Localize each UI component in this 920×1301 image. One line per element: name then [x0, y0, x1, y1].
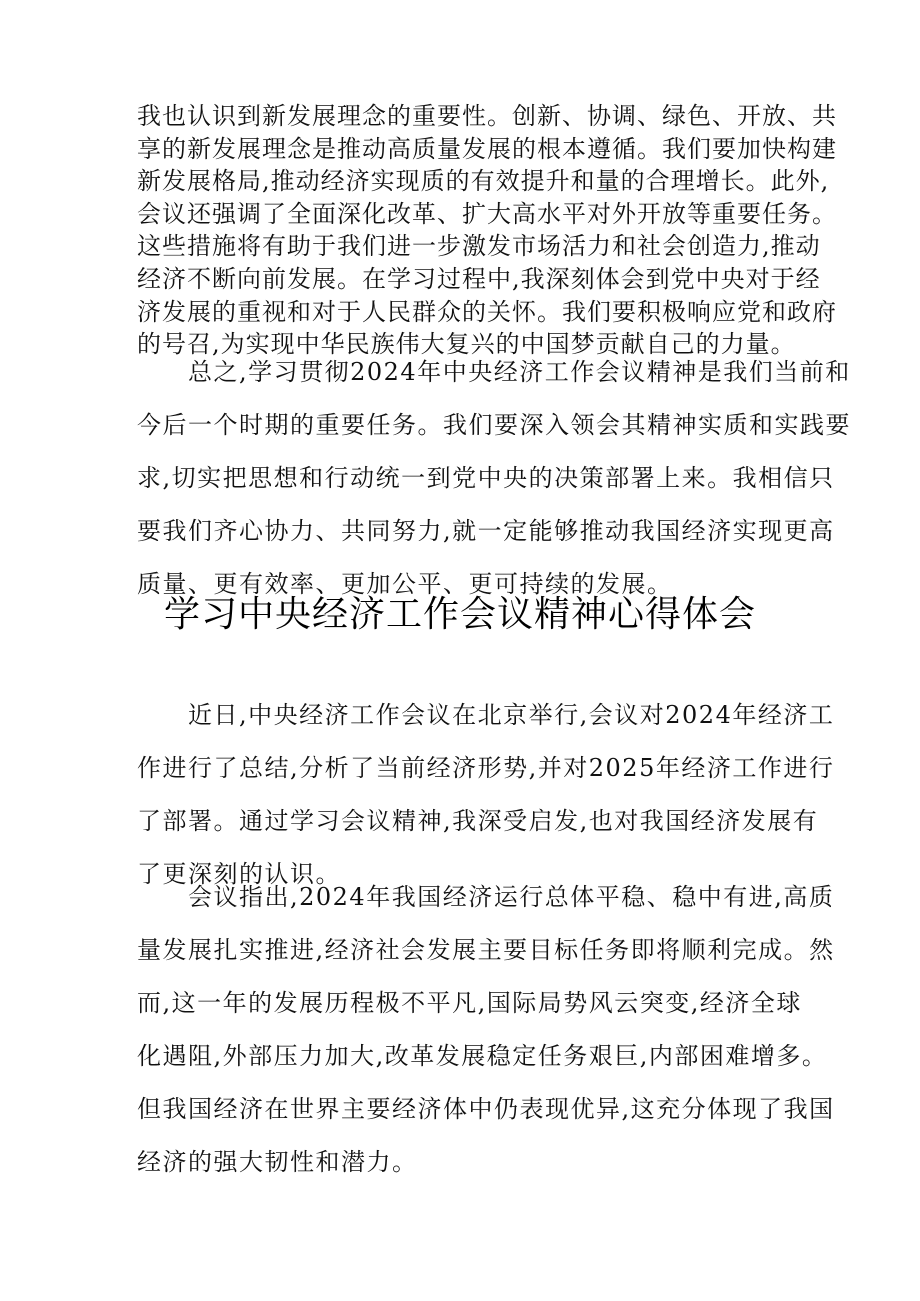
paragraph-line: 要我们齐心协力、共同努力,就一定能够推动我国经济实现更高: [137, 517, 835, 545]
paragraph-line: 经济的强大韧性和潜力。: [137, 1148, 418, 1176]
meeting-paragraph: [137, 871, 835, 1189]
paragraph-line: 质量、更有效率、更加公平、更可持续的发展。: [137, 570, 673, 598]
paragraph-line: 但我国经济在世界主要经济体中仍表现优异,这充分体现了我国: [137, 1095, 835, 1123]
paragraph-line: 经济不断向前发展。在学习过程中,我深刻体会到党中央对于经: [137, 264, 821, 293]
paragraph-line: 享的新发展理念是推动高质量发展的根本遵循。我们要加快构建: [137, 134, 837, 163]
paragraph-line: 作进行了总结,分析了当前经济形势,并对2025年经济工作进行: [137, 754, 835, 782]
section-title: 学习中央经济工作会议精神心得体会: [163, 594, 756, 635]
paragraph-line: 济发展的重视和对于人民群众的关怀。我们要积极响应党和政府: [137, 297, 837, 326]
paragraph-line: 今后一个时期的重要任务。我们要深入领会其精神实质和实践要: [137, 411, 851, 439]
paragraph-line: 会议还强调了全面深化改革、扩大高水平对外开放等重要任务。: [137, 199, 837, 228]
continuation-paragraph: [137, 100, 837, 361]
paragraph-line: 会议指出,2024年我国经济运行总体平稳、稳中有进,高质: [137, 883, 835, 911]
paragraph-line: 了更深刻的认识。: [137, 860, 341, 888]
paragraph-line: 近日,中央经济工作会议在北京举行,会议对2024年经济工: [137, 701, 835, 729]
paragraph-line: 量发展扎实推进,经济社会发展主要目标任务即将顺利完成。然: [137, 936, 835, 964]
paragraph-line: 我也认识到新发展理念的重要性。创新、协调、绿色、开放、共: [137, 102, 837, 130]
paragraph-line: 这些措施将有助于我们进一步激发市场活力和社会创造力,推动: [137, 232, 821, 261]
paragraph-line: 化遇阻,外部压力加大,改革发展稳定任务艰巨,内部困难增多。: [137, 1042, 828, 1070]
intro-paragraph: [137, 689, 835, 901]
paragraph-line: 了部署。通过学习会议精神,我深受启发,也对我国经济发展有: [137, 807, 819, 835]
conclusion-paragraph: [137, 346, 851, 611]
paragraph-line: 总之,学习贯彻2024年中央经济工作会议精神是我们当前和: [137, 358, 851, 386]
paragraph-line: 新发展格局,推动经济实现质的有效提升和量的合理增长。此外,: [137, 167, 830, 196]
paragraph-line: 而,这一年的发展历程极不平凡,国际局势风云突变,经济全球: [137, 989, 802, 1017]
paragraph-line: 求,切实把思想和行动统一到党中央的决策部署上来。我相信只: [137, 464, 835, 492]
paragraph-line: 的号召,为实现中华民族伟大复兴的中国梦贡献自己的力量。: [137, 330, 796, 359]
